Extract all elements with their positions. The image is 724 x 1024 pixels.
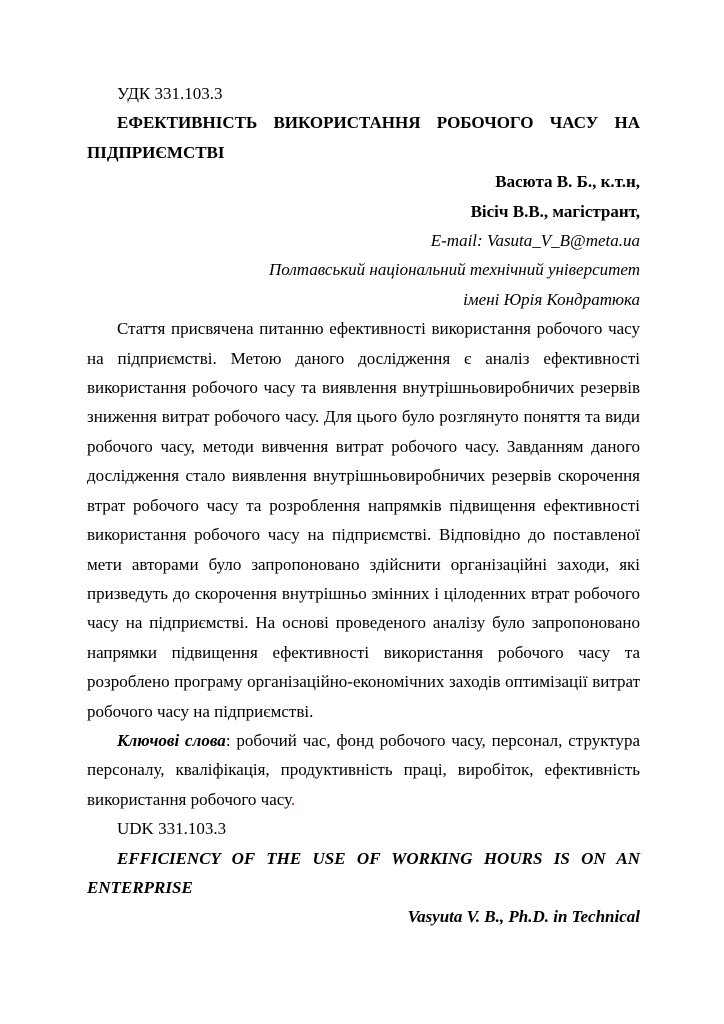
author-line-2: Вісіч В.В., магістрант, (470, 201, 640, 221)
email-line: E-mail: Vasuta_V_B@meta.ua (430, 231, 640, 251)
abstract-paragraph: Стаття присвячена питанню ефективності використання робочого часу на підприємстві. Метою даного дослідження є аналіз ефективності використання робочого часу та виявлення внутрішньовиробничих резервів зниження витрат робочого часу. Для цього було розглянуто поняття та види робочого часу, методи вивчення витрат робочого часу. Завданням даного дослідження стало виявлення внутрішньовиробничих резервів скорочення втрат робочого часу та розроблення напрямків підвищення ефективності використання робочого часу на підприємстві. Відповідно до поставленої мети авторами було запропоновано здійснити організаційні заходи, які призведуть до скорочення внутрішньо змінних і цілоденних втрат робочого часу на підприємстві. На основі проведеного аналізу було запропоновано напрямки підвищення ефективності використання робочого часу та розроблено програму організаційно-економічних заходів оптимізації витрат робочого часу на підприємстві. (87, 319, 640, 721)
university-line-2: імені Юрія Кондратюка (463, 289, 640, 309)
author-line-en: Vasyuta V. B., Ph.D. in Technical (407, 907, 640, 927)
article-title-en: EFFICIENCY OF THE USE OF WORKING HOURS IS ON AN ENTERPRISE (87, 848, 640, 897)
article-title-ua: ЕФЕКТИВНІСТЬ ВИКОРИСТАННЯ РОБОЧОГО ЧАСУ НА ПІДПРИЄМСТВІ (87, 113, 640, 162)
author-line-1: Васюта В. Б., к.т.н, (495, 172, 640, 192)
university-line-1: Полтавський національний технічний університет (269, 260, 640, 280)
udk-number-en: UDK 331.103.3 (117, 819, 227, 839)
keywords-text: : робочий час, фонд робочого часу, персонал, структура персоналу, кваліфікація, продуктивність праці, виробіток, ефективність використання робочого часу (87, 730, 640, 809)
keywords-paragraph (87, 726, 640, 814)
keywords-label: Ключові слова (117, 730, 226, 750)
udk-number: УДК 331.103.3 (117, 84, 223, 103)
keywords-end-period: . (290, 789, 296, 809)
